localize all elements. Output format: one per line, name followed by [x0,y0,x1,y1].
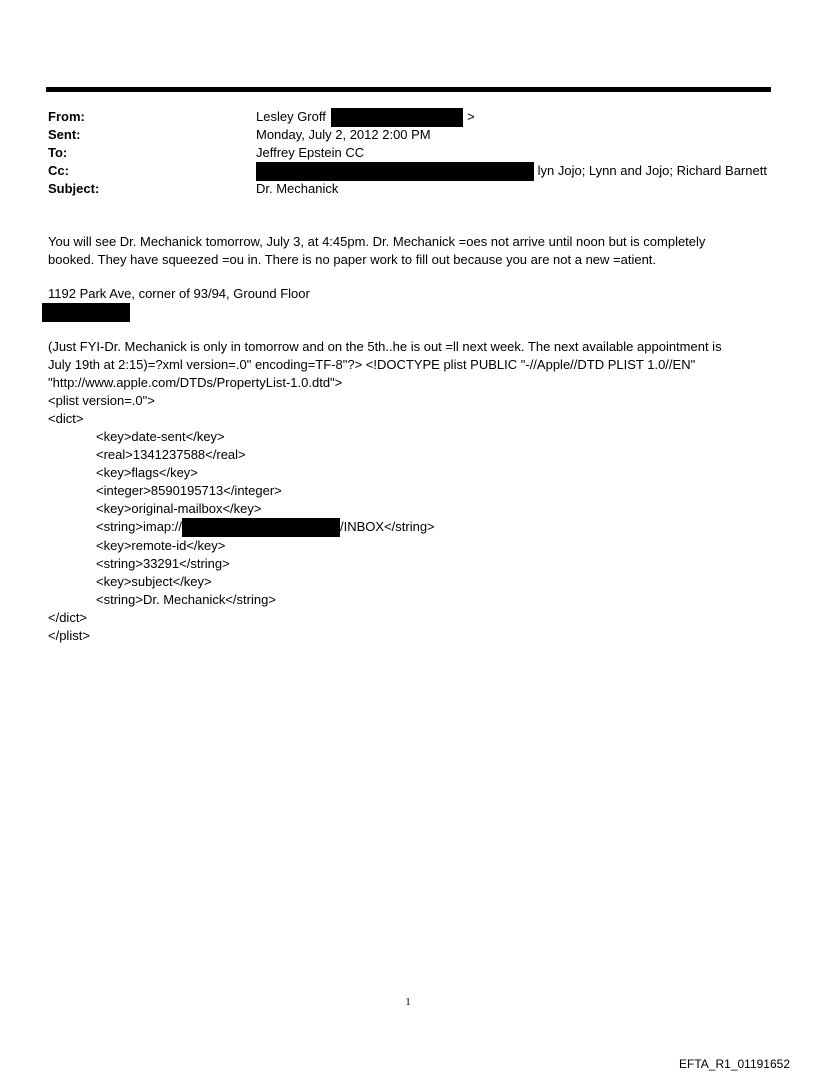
note-line: (Just FYI-Dr. Mechanick is only in tomorrow and on the 5th..he is out =ll next week. The next available appointment is [48,339,722,355]
body-line: booked. They have squeezed =ou in. There is no paper work to fill out because you are not a new =atient. [48,252,657,267]
imap-suffix: /INBOX</string> [340,519,435,535]
address-block [48,285,778,322]
email-header [48,108,778,198]
plist-line: <dict> [48,411,84,427]
subject-label: Subject: [48,181,100,196]
to-value: Jeffrey Epstein CC [256,145,365,160]
plist-line: <key>remote-id</key> [96,538,226,554]
plist-line: <real>1341237588</real> [96,447,246,463]
note-line: July 19th at 2:15)=?xml version=.0" encoding=TF-8"?> <!DOCTYPE plist PUBLIC "-//Apple//DTD PLIST 1.0//EN" [48,357,696,373]
to-label: To: [48,145,68,160]
address-line: 1192 Park Ave, corner of 93/94, Ground Floor [48,286,310,301]
redaction-box [256,162,534,181]
cc-label: Cc: [48,163,69,178]
body-line: You will see Dr. Mechanick tomorrow, July 3, at 4:45pm. Dr. Mechanick =oes not arrive until noon but is completely [48,234,706,249]
redaction-box [182,518,340,537]
cc-row [48,162,778,180]
redacted-line [48,303,778,322]
document-id: EFTA_R1_01191652 [679,1057,790,1071]
note-line: "http://www.apple.com/DTDs/PropertyList-1.0.dtd"> [48,375,343,391]
plist-line [48,518,778,537]
plist-line: <key>original-mailbox</key> [96,501,262,517]
imap-prefix: <string>imap:// [96,519,182,535]
plist-line: <plist version=.0"> [48,393,155,409]
subject-value: Dr. Mechanick [256,181,339,196]
redaction-box [331,108,463,127]
plist-line: </plist> [48,628,90,644]
from-value [256,108,475,127]
from-suffix: > [467,109,475,124]
sent-value: Monday, July 2, 2012 2:00 PM [256,127,431,142]
sent-row [48,126,778,144]
plist-line: <string>33291</string> [96,556,230,572]
to-row [48,144,778,162]
page-number: 1 [405,996,411,1008]
plist-line: <string>Dr. Mechanick</string> [96,592,276,608]
from-name: Lesley Groff [256,109,326,124]
redaction-box [42,303,130,322]
note-and-plist [48,338,778,645]
subject-row [48,180,778,198]
from-row [48,108,778,126]
plist-line: </dict> [48,610,88,626]
cc-names: lyn Jojo; Lynn and Jojo; Richard Barnett [537,163,767,178]
from-label: From: [48,109,85,124]
top-rule [46,87,771,92]
email-body [48,233,778,645]
cc-value [256,162,767,181]
plist-line: <key>flags</key> [96,465,198,481]
plist-line: <integer>8590195713</integer> [96,483,282,499]
plist-line: <key>date-sent</key> [96,429,225,445]
plist-line: <key>subject</key> [96,574,212,590]
sent-label: Sent: [48,127,81,142]
appointment-paragraph [48,233,778,269]
